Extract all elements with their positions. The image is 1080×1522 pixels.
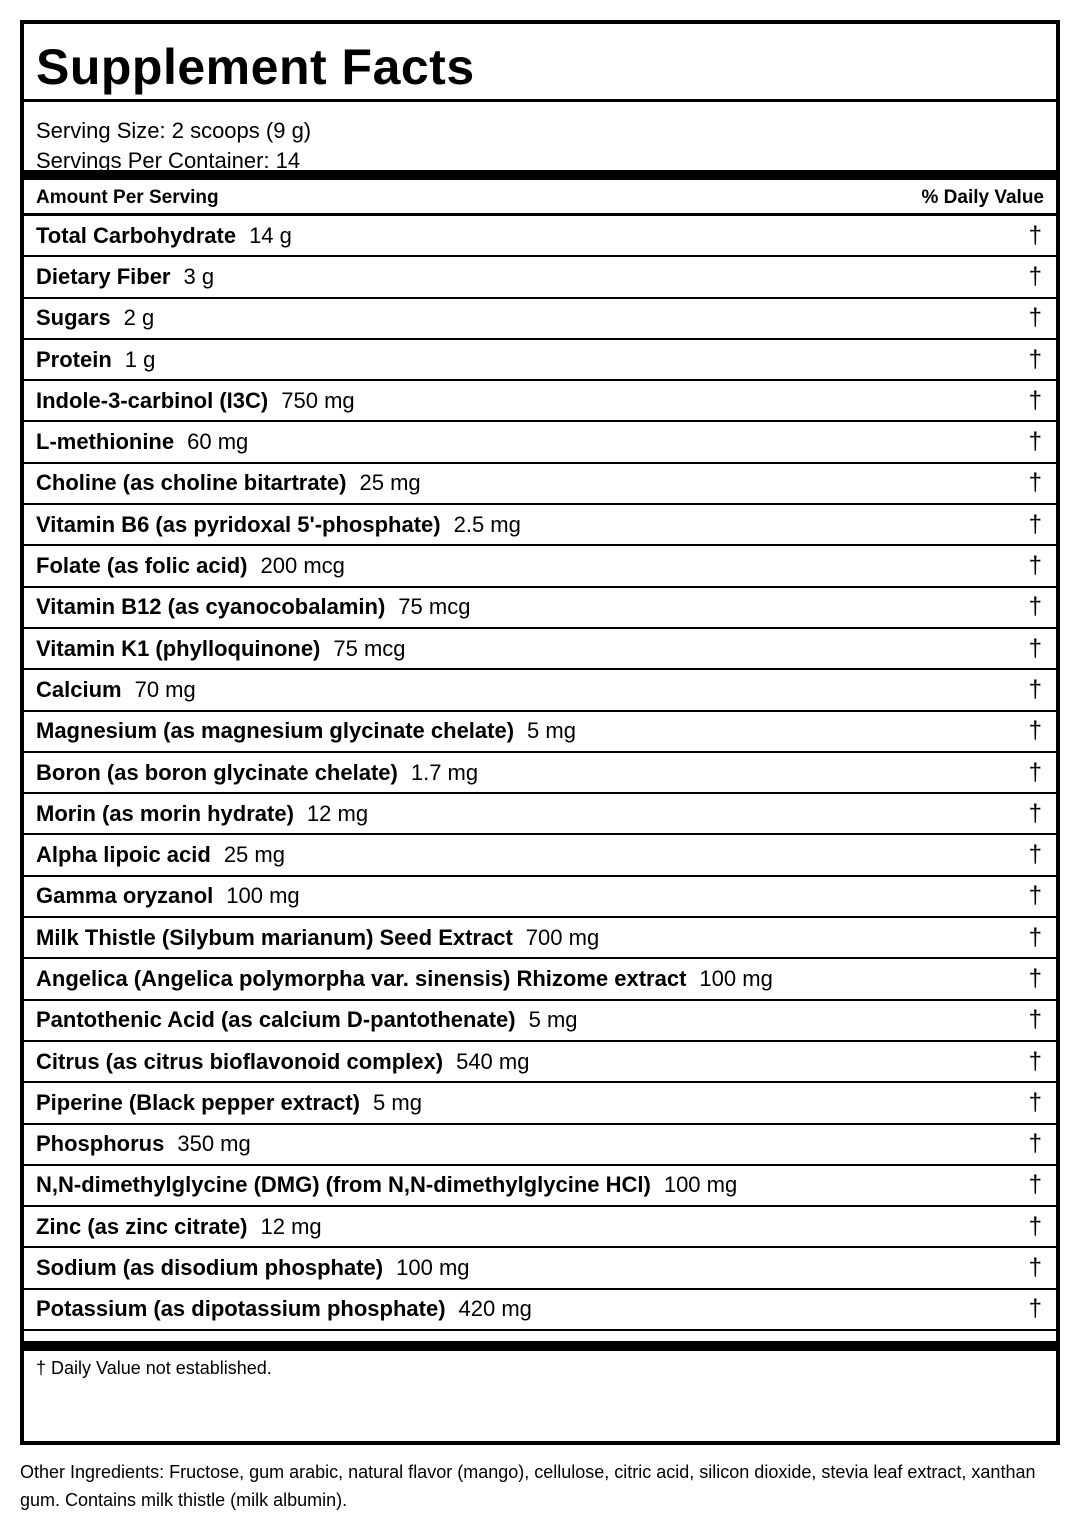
nutrient-row <box>24 877 1056 918</box>
nutrient-name: Morin (as morin hydrate) <box>36 800 294 826</box>
nutrient-label <box>36 1007 578 1033</box>
nutrient-row <box>24 712 1056 753</box>
nutrient-row <box>24 505 1056 546</box>
nutrient-label <box>36 1131 251 1157</box>
daily-value-dagger: † <box>1028 428 1042 456</box>
nutrient-name: Indole-3-carbinol (I3C) <box>36 387 269 413</box>
daily-value-dagger: † <box>1028 345 1042 373</box>
nutrient-label <box>36 388 355 414</box>
nutrient-amount: 12 mg <box>260 1213 322 1239</box>
nutrient-label <box>36 636 406 662</box>
nutrient-row <box>24 1083 1056 1124</box>
nutrient-label <box>36 883 300 909</box>
daily-value-dagger: † <box>1028 386 1042 414</box>
nutrient-row <box>24 629 1056 670</box>
serving-size: Serving Size: 2 scoops (9 g) <box>36 118 312 143</box>
nutrient-label <box>36 223 292 249</box>
serving-info <box>24 102 1056 180</box>
nutrient-name: Milk Thistle (Silybum marianum) Seed Extract <box>36 924 513 950</box>
nutrient-label <box>36 760 478 786</box>
daily-value-dagger: † <box>1028 841 1042 869</box>
footnote: † Daily Value not established. <box>36 1358 272 1379</box>
nutrient-name: Vitamin K1 (phylloquinone) <box>36 635 321 661</box>
nutrient-name: Total Carbohydrate <box>36 222 237 248</box>
nutrient-amount: 700 mg <box>525 924 600 950</box>
nutrient-amount: 25 mg <box>223 842 285 868</box>
bottom-thick-rule <box>24 1341 1056 1351</box>
nutrient-name: Alpha lipoic acid <box>36 842 211 868</box>
nutrient-row <box>24 753 1056 794</box>
nutrient-amount: 12 mg <box>306 800 369 826</box>
nutrient-amount: 100 mg <box>663 1172 738 1198</box>
nutrient-label <box>36 966 773 992</box>
nutrient-label <box>36 842 285 868</box>
nutrient-row <box>24 1042 1056 1083</box>
nutrient-label <box>36 594 470 620</box>
supplement-facts-panel <box>20 20 1060 1445</box>
nutrient-label <box>36 718 576 744</box>
nutrient-amount: 1 g <box>124 346 156 372</box>
nutrient-amount: 1.7 mg <box>410 759 479 785</box>
nutrient-row <box>24 216 1056 257</box>
nutrient-name: Angelica (Angelica polymorpha var. sinensis) Rhizome extract <box>36 965 687 991</box>
nutrient-row <box>24 794 1056 835</box>
nutrient-label <box>36 512 521 538</box>
nutrient-row <box>24 381 1056 422</box>
nutrient-row <box>24 1001 1056 1042</box>
daily-value-dagger: † <box>1028 510 1042 538</box>
servings-per-container: Servings Per Container: 14 <box>36 148 301 173</box>
nutrient-amount: 5 mg <box>373 1089 422 1115</box>
nutrient-label <box>36 677 196 703</box>
nutrient-row <box>24 299 1056 340</box>
nutrient-name: Dietary Fiber <box>36 263 171 289</box>
nutrient-label <box>36 801 368 827</box>
nutrient-row <box>24 546 1056 587</box>
nutrient-name: Vitamin B6 (as pyridoxal 5'-phosphate) <box>36 511 441 537</box>
nutrient-amount: 2.5 mg <box>453 511 521 537</box>
daily-value-dagger: † <box>1028 758 1042 786</box>
nutrient-name: N,N-dimethylglycine (DMG) (from N,N-dimethylglycine HCl) <box>36 1172 651 1198</box>
daily-value-dagger: † <box>1028 1088 1042 1116</box>
nutrient-label <box>36 429 248 455</box>
nutrient-name: Boron (as boron glycinate chelate) <box>36 759 398 785</box>
nutrient-row <box>24 959 1056 1000</box>
nutrient-label <box>36 553 345 579</box>
nutrient-amount: 350 mg <box>177 1131 251 1157</box>
nutrient-label <box>36 264 214 290</box>
nutrient-row <box>24 1125 1056 1166</box>
nutrient-amount: 2 g <box>123 305 155 331</box>
daily-value-header: % Daily Value <box>921 186 1044 208</box>
nutrient-list <box>24 216 1056 1331</box>
nutrient-amount: 100 mg <box>226 883 300 909</box>
nutrient-label <box>36 1296 532 1322</box>
daily-value-dagger: † <box>1028 882 1042 910</box>
nutrient-amount: 70 mg <box>134 676 196 702</box>
nutrient-name: Magnesium (as magnesium glycinate chelate) <box>36 718 515 744</box>
nutrient-row <box>24 670 1056 711</box>
daily-value-dagger: † <box>1028 1130 1042 1158</box>
nutrient-row <box>24 422 1056 463</box>
daily-value-dagger: † <box>1028 262 1042 290</box>
nutrient-label <box>36 1090 422 1116</box>
nutrient-amount: 750 mg <box>281 387 355 413</box>
nutrient-name: Zinc (as zinc citrate) <box>36 1213 248 1239</box>
nutrient-row <box>24 588 1056 629</box>
nutrient-label <box>36 925 599 951</box>
nutrient-name: Calcium <box>36 676 122 702</box>
daily-value-dagger: † <box>1028 1047 1042 1075</box>
nutrient-label <box>36 470 421 496</box>
daily-value-dagger: † <box>1028 552 1042 580</box>
daily-value-dagger: † <box>1028 675 1042 703</box>
nutrient-amount: 3 g <box>183 263 215 289</box>
nutrient-name: Potassium (as dipotassium phosphate) <box>36 1296 446 1322</box>
nutrient-amount: 14 g <box>249 222 292 248</box>
nutrient-row <box>24 1290 1056 1331</box>
nutrient-label <box>36 305 154 331</box>
nutrient-amount: 75 mcg <box>398 594 471 620</box>
daily-value-dagger: † <box>1028 1006 1042 1034</box>
nutrient-name: L-methionine <box>36 429 175 455</box>
daily-value-dagger: † <box>1028 923 1042 951</box>
nutrient-label <box>36 1172 737 1198</box>
nutrient-row <box>24 918 1056 959</box>
daily-value-dagger: † <box>1028 469 1042 497</box>
daily-value-dagger: † <box>1028 304 1042 332</box>
nutrient-name: Protein <box>36 346 112 372</box>
nutrient-row <box>24 1207 1056 1248</box>
nutrient-label <box>36 1255 470 1281</box>
nutrient-amount: 420 mg <box>458 1296 532 1322</box>
nutrient-row <box>24 1166 1056 1207</box>
nutrient-row <box>24 257 1056 298</box>
daily-value-dagger: † <box>1028 634 1042 662</box>
daily-value-dagger: † <box>1028 1212 1042 1240</box>
nutrient-name: Pantothenic Acid (as calcium D-pantothenate) <box>36 1007 516 1033</box>
column-header <box>24 180 1056 216</box>
nutrient-amount: 60 mg <box>187 429 249 455</box>
daily-value-dagger: † <box>1028 1254 1042 1282</box>
nutrient-label <box>36 1049 529 1075</box>
daily-value-dagger: † <box>1028 593 1042 621</box>
nutrient-name: Phosphorus <box>36 1131 165 1157</box>
daily-value-dagger: † <box>1028 1295 1042 1323</box>
nutrient-amount: 540 mg <box>456 1048 530 1074</box>
nutrient-name: Vitamin B12 (as cyanocobalamin) <box>36 594 386 620</box>
nutrient-amount: 75 mcg <box>333 635 406 661</box>
nutrient-name: Choline (as choline bitartrate) <box>36 470 347 496</box>
nutrient-amount: 5 mg <box>528 1007 578 1033</box>
nutrient-amount: 100 mg <box>699 965 773 991</box>
panel-title: Supplement Facts <box>24 24 1056 102</box>
daily-value-dagger: † <box>1028 1171 1042 1199</box>
nutrient-amount: 200 mcg <box>260 553 345 579</box>
nutrient-row <box>24 340 1056 381</box>
nutrient-row <box>24 464 1056 505</box>
daily-value-dagger: † <box>1028 964 1042 992</box>
amount-per-serving-header: Amount Per Serving <box>36 186 219 208</box>
nutrient-row <box>24 1248 1056 1289</box>
nutrient-row <box>24 835 1056 876</box>
nutrient-label <box>36 347 155 373</box>
nutrient-name: Folate (as folic acid) <box>36 553 248 579</box>
nutrient-name: Piperine (Black pepper extract) <box>36 1089 361 1115</box>
nutrient-name: Sugars <box>36 305 111 331</box>
other-ingredients: Other Ingredients: Fructose, gum arabic, natural flavor (mango), cellulose, citric acid, silicon dioxide, stevia leaf extract, xanthan gum. Contains milk thistle (milk albumin). <box>20 1462 1036 1510</box>
nutrient-label <box>36 1214 322 1240</box>
nutrient-amount: 5 mg <box>527 718 576 744</box>
daily-value-dagger: † <box>1028 717 1042 745</box>
daily-value-dagger: † <box>1028 799 1042 827</box>
nutrient-name: Sodium (as disodium phosphate) <box>36 1255 384 1281</box>
nutrient-name: Citrus (as citrus bioflavonoid complex) <box>36 1048 444 1074</box>
nutrient-amount: 25 mg <box>359 470 421 496</box>
nutrient-amount: 100 mg <box>396 1255 470 1281</box>
daily-value-dagger: † <box>1028 221 1042 249</box>
nutrient-name: Gamma oryzanol <box>36 883 214 909</box>
